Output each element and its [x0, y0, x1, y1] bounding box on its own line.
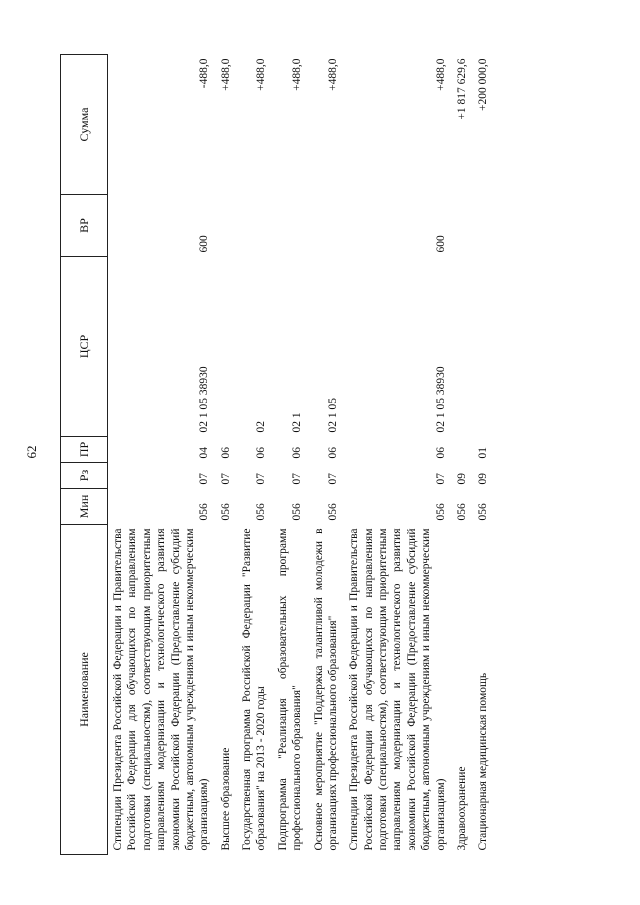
table-row	[273, 55, 309, 855]
row-name: Подпрограмма "Реализация образовательных программ профессионального образования"	[276, 528, 304, 851]
row-sum: +200 000,0	[477, 58, 490, 111]
row-vr	[237, 195, 273, 257]
row-sum: +488,0	[291, 58, 304, 91]
row-min: 056	[219, 503, 232, 521]
row-min: 056	[326, 503, 339, 521]
row-csr: 02 1 05 38930	[434, 366, 447, 433]
row-rz: 07	[291, 473, 304, 485]
row-min: 056	[477, 503, 490, 521]
row-csr: 02	[255, 421, 268, 433]
header-name: Наименование	[61, 525, 108, 855]
row-vr: 600	[434, 235, 447, 253]
row-csr	[216, 257, 237, 437]
row-min: 056	[255, 503, 268, 521]
header-csr: ЦСР	[61, 257, 108, 437]
row-name: Основное мероприятие "Поддержка талантливой молодежи в организациях профессионального образования"	[312, 528, 339, 851]
row-rz: 07	[326, 473, 339, 485]
row-min: 056	[198, 503, 211, 521]
row-name: Стипендии Президента Российской Федерации и Правительства Российской Федерации для обучающихся по направлениям подготовки (специальностям), соответствующим приоритетным направлениям модернизации и технологического развития экономики Российской Федерации (Предоставление субсидий бюджетным, автономным учреждениям и иным некоммерческим организациям)	[348, 528, 447, 851]
row-name: Государственная программа Российской Федерации "Развитие образования" на 2013 - 2020 годы	[241, 528, 268, 851]
table-row	[216, 55, 237, 855]
row-name: Здравоохранение	[455, 766, 468, 851]
budget-table	[60, 54, 495, 855]
row-sum: -488,0	[198, 58, 211, 89]
row-pr: 06	[434, 447, 447, 459]
row-vr	[273, 195, 309, 257]
page-number: 62	[24, 445, 39, 459]
table-row	[309, 55, 345, 855]
row-vr	[473, 195, 494, 257]
row-csr: 02 1 05	[326, 398, 339, 433]
row-pr: 01	[477, 447, 490, 459]
row-rz: 07	[434, 473, 447, 485]
row-vr	[309, 195, 345, 257]
header-min: Мин	[61, 489, 108, 525]
header-vr: ВР	[61, 195, 108, 257]
row-pr: 04	[198, 447, 211, 459]
row-vr	[452, 195, 473, 257]
row-rz: 07	[255, 473, 268, 485]
row-pr: 06	[255, 447, 268, 459]
row-rz: 07	[219, 473, 232, 485]
header-rz: Рз	[61, 463, 108, 489]
row-rz: 07	[198, 473, 211, 485]
table-row	[452, 55, 473, 855]
row-csr: 02 1 05 38930	[198, 366, 211, 433]
table-row	[108, 55, 216, 855]
row-vr: 600	[198, 235, 211, 253]
row-name: Стационарная медицинская помощь	[477, 672, 490, 851]
row-pr: 06	[291, 447, 304, 459]
rotated-table-sheet	[60, 55, 580, 855]
row-sum: +1 817 629,6	[455, 58, 468, 120]
row-sum: +488,0	[434, 58, 447, 91]
row-sum: +488,0	[255, 58, 268, 91]
row-sum: +488,0	[219, 58, 232, 91]
row-min: 056	[291, 503, 304, 521]
row-min: 056	[455, 503, 468, 521]
row-pr	[452, 437, 473, 463]
table-row	[237, 55, 273, 855]
row-sum: +488,0	[326, 58, 339, 91]
header-pr: ПР	[61, 437, 108, 463]
table-row	[344, 55, 452, 855]
row-csr	[473, 257, 494, 437]
row-pr: 06	[219, 447, 232, 459]
row-pr: 06	[326, 447, 339, 459]
row-min: 056	[434, 503, 447, 521]
row-csr: 02 1	[291, 412, 304, 433]
table-header	[61, 55, 108, 855]
row-name: Стипендии Президента Российской Федерации и Правительства Российской Федерации для обучающихся по направлениям подготовки (специальностям), соответствующим приоритетным направлениям модернизации и технологического развития экономики Российской Федерации (Предоставление субсидий бюджетным, автономным учреждениям и иным некоммерческим организациям)	[112, 528, 211, 851]
row-name: Высшее образование	[219, 747, 232, 851]
row-vr	[216, 195, 237, 257]
row-csr	[452, 257, 473, 437]
row-rz: 09	[477, 473, 490, 485]
header-sum: Сумма	[61, 55, 108, 195]
table-row	[473, 55, 494, 855]
row-rz: 09	[455, 473, 468, 485]
